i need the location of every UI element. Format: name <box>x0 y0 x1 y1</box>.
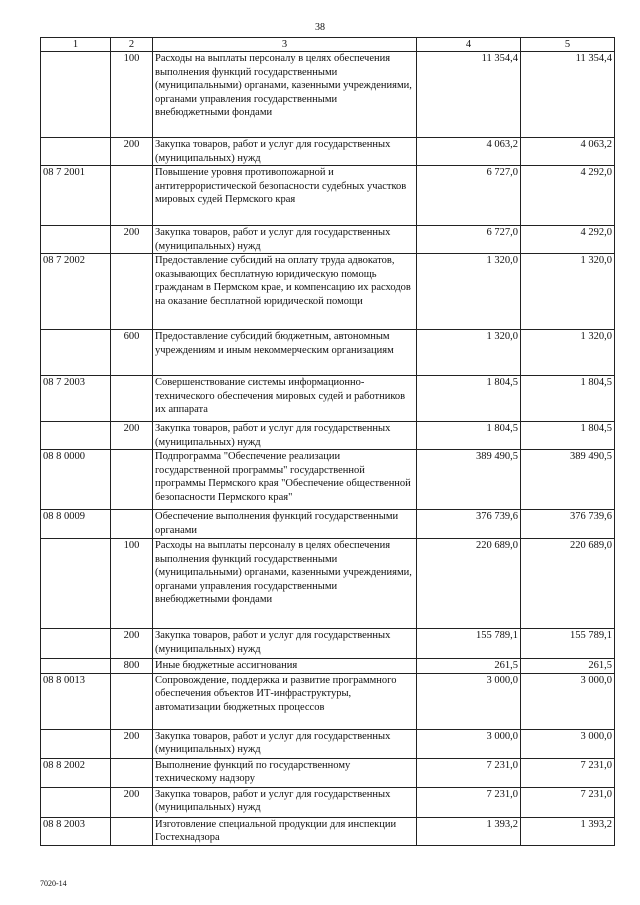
row-value-col4: 6 727,0 <box>417 166 521 226</box>
row-code: 08 7 2003 <box>41 376 111 422</box>
row-value-col4: 1 320,0 <box>417 254 521 330</box>
row-code <box>41 226 111 254</box>
row-expense-type: 200 <box>111 729 153 758</box>
row-value-col5: 389 490,5 <box>521 450 615 510</box>
row-name: Закупка товаров, работ и услуг для государственных (муниципальных) нужд <box>153 138 417 166</box>
table-row <box>41 254 615 330</box>
row-code <box>41 422 111 450</box>
row-expense-type: 100 <box>111 539 153 629</box>
row-code <box>41 52 111 138</box>
row-expense-type: 200 <box>111 422 153 450</box>
row-value-col5: 11 354,4 <box>521 52 615 138</box>
row-code: 08 7 2002 <box>41 254 111 330</box>
table-row <box>41 330 615 376</box>
column-header-1: 1 <box>41 38 111 52</box>
row-name: Подпрограмма "Обеспечение реализации государственной программы" государственной программы Пермского края "Обеспечение общественной безопасности Пермского края" <box>153 450 417 510</box>
row-name: Закупка товаров, работ и услуг для государственных (муниципальных) нужд <box>153 787 417 817</box>
table-row <box>41 659 615 674</box>
row-expense-type: 200 <box>111 138 153 166</box>
row-value-col5: 1 804,5 <box>521 422 615 450</box>
row-code: 08 8 2002 <box>41 758 111 787</box>
row-value-col4: 389 490,5 <box>417 450 521 510</box>
row-value-col4: 220 689,0 <box>417 539 521 629</box>
table-row <box>41 510 615 539</box>
row-value-col4: 3 000,0 <box>417 729 521 758</box>
row-value-col5: 1 393,2 <box>521 817 615 845</box>
row-expense-type <box>111 758 153 787</box>
row-expense-type: 800 <box>111 659 153 674</box>
table-row <box>41 539 615 629</box>
row-expense-type: 100 <box>111 52 153 138</box>
row-expense-type <box>111 817 153 845</box>
row-name: Выполнение функций по государственному техническому надзору <box>153 758 417 787</box>
row-value-col5: 155 789,1 <box>521 629 615 659</box>
row-name: Закупка товаров, работ и услуг для государственных (муниципальных) нужд <box>153 629 417 659</box>
row-name: Обеспечение выполнения функций государственными органами <box>153 510 417 539</box>
row-code <box>41 330 111 376</box>
row-value-col4: 6 727,0 <box>417 226 521 254</box>
row-value-col5: 4 292,0 <box>521 226 615 254</box>
row-expense-type: 200 <box>111 226 153 254</box>
row-code: 08 8 2003 <box>41 817 111 845</box>
table-row <box>41 758 615 787</box>
row-expense-type <box>111 450 153 510</box>
table-row <box>41 450 615 510</box>
column-header-2: 2 <box>111 38 153 52</box>
row-value-col5: 4 292,0 <box>521 166 615 226</box>
table-body <box>41 52 615 846</box>
row-value-col4: 3 000,0 <box>417 673 521 729</box>
table-header-row <box>41 38 615 52</box>
table-row <box>41 226 615 254</box>
row-name: Расходы на выплаты персоналу в целях обеспечения выполнения функций государственными (муниципальными) органами, казенными учреждениями, органами управления государственными внебюджетными фондами <box>153 52 417 138</box>
row-value-col5: 220 689,0 <box>521 539 615 629</box>
row-name: Сопровождение, поддержка и развитие программного обеспечения объектов ИТ-инфраструктуры, автоматизации бюджетных процессов <box>153 673 417 729</box>
row-expense-type <box>111 254 153 330</box>
row-value-col4: 4 063,2 <box>417 138 521 166</box>
row-expense-type <box>111 510 153 539</box>
row-value-col5: 7 231,0 <box>521 758 615 787</box>
table-row <box>41 629 615 659</box>
page-number: 38 <box>315 22 325 33</box>
row-value-col5: 261,5 <box>521 659 615 674</box>
row-value-col5: 1 320,0 <box>521 330 615 376</box>
row-name: Предоставление субсидий на оплату труда адвокатов, оказывающих бесплатную юридическую помощь гражданам в Пермском крае, и компенсацию их расходов на оказание бесплатной юридической помощи <box>153 254 417 330</box>
row-value-col4: 261,5 <box>417 659 521 674</box>
row-name: Закупка товаров, работ и услуг для государственных (муниципальных) нужд <box>153 729 417 758</box>
footer-code: 7020-14 <box>40 879 67 888</box>
column-header-3: 3 <box>153 38 417 52</box>
row-value-col5: 376 739,6 <box>521 510 615 539</box>
row-value-col5: 3 000,0 <box>521 729 615 758</box>
table-row <box>41 376 615 422</box>
row-value-col4: 1 804,5 <box>417 376 521 422</box>
row-code <box>41 629 111 659</box>
row-value-col5: 7 231,0 <box>521 787 615 817</box>
row-code: 08 7 2001 <box>41 166 111 226</box>
row-value-col5: 4 063,2 <box>521 138 615 166</box>
row-value-col4: 7 231,0 <box>417 758 521 787</box>
row-code <box>41 729 111 758</box>
row-name: Расходы на выплаты персоналу в целях обеспечения выполнения функций государственными (муниципальными) органами, казенными учреждениями, органами управления государственными внебюджетными фондами <box>153 539 417 629</box>
column-header-4: 4 <box>417 38 521 52</box>
row-name: Предоставление субсидий бюджетным, автономным учреждениям и иным некоммерческим организациям <box>153 330 417 376</box>
row-value-col5: 1 804,5 <box>521 376 615 422</box>
row-expense-type: 200 <box>111 629 153 659</box>
row-value-col4: 1 804,5 <box>417 422 521 450</box>
table-row <box>41 817 615 845</box>
row-expense-type: 200 <box>111 787 153 817</box>
budget-table <box>40 37 615 846</box>
row-value-col4: 1 393,2 <box>417 817 521 845</box>
table-row <box>41 138 615 166</box>
row-code: 08 8 0000 <box>41 450 111 510</box>
row-expense-type <box>111 673 153 729</box>
table-row <box>41 166 615 226</box>
row-value-col4: 7 231,0 <box>417 787 521 817</box>
row-code <box>41 787 111 817</box>
row-value-col5: 3 000,0 <box>521 673 615 729</box>
row-name: Изготовление специальной продукции для инспекции Гостехнадзора <box>153 817 417 845</box>
row-code <box>41 659 111 674</box>
table-row <box>41 52 615 138</box>
row-value-col5: 1 320,0 <box>521 254 615 330</box>
row-value-col4: 1 320,0 <box>417 330 521 376</box>
row-name: Закупка товаров, работ и услуг для государственных (муниципальных) нужд <box>153 422 417 450</box>
row-expense-type: 600 <box>111 330 153 376</box>
row-value-col4: 155 789,1 <box>417 629 521 659</box>
table-row <box>41 787 615 817</box>
row-name: Совершенствование системы информационно-технического обеспечения мировых судей и работников их аппарата <box>153 376 417 422</box>
row-code <box>41 138 111 166</box>
table-row <box>41 729 615 758</box>
row-name: Иные бюджетные ассигнования <box>153 659 417 674</box>
row-value-col4: 376 739,6 <box>417 510 521 539</box>
row-expense-type <box>111 166 153 226</box>
column-header-5: 5 <box>521 38 615 52</box>
row-name: Закупка товаров, работ и услуг для государственных (муниципальных) нужд <box>153 226 417 254</box>
row-code <box>41 539 111 629</box>
row-code: 08 8 0009 <box>41 510 111 539</box>
row-name: Повышение уровня противопожарной и антитеррористической безопасности судебных участков мировых судей Пермского края <box>153 166 417 226</box>
row-code: 08 8 0013 <box>41 673 111 729</box>
row-value-col4: 11 354,4 <box>417 52 521 138</box>
table-row <box>41 422 615 450</box>
row-expense-type <box>111 376 153 422</box>
table-row <box>41 673 615 729</box>
